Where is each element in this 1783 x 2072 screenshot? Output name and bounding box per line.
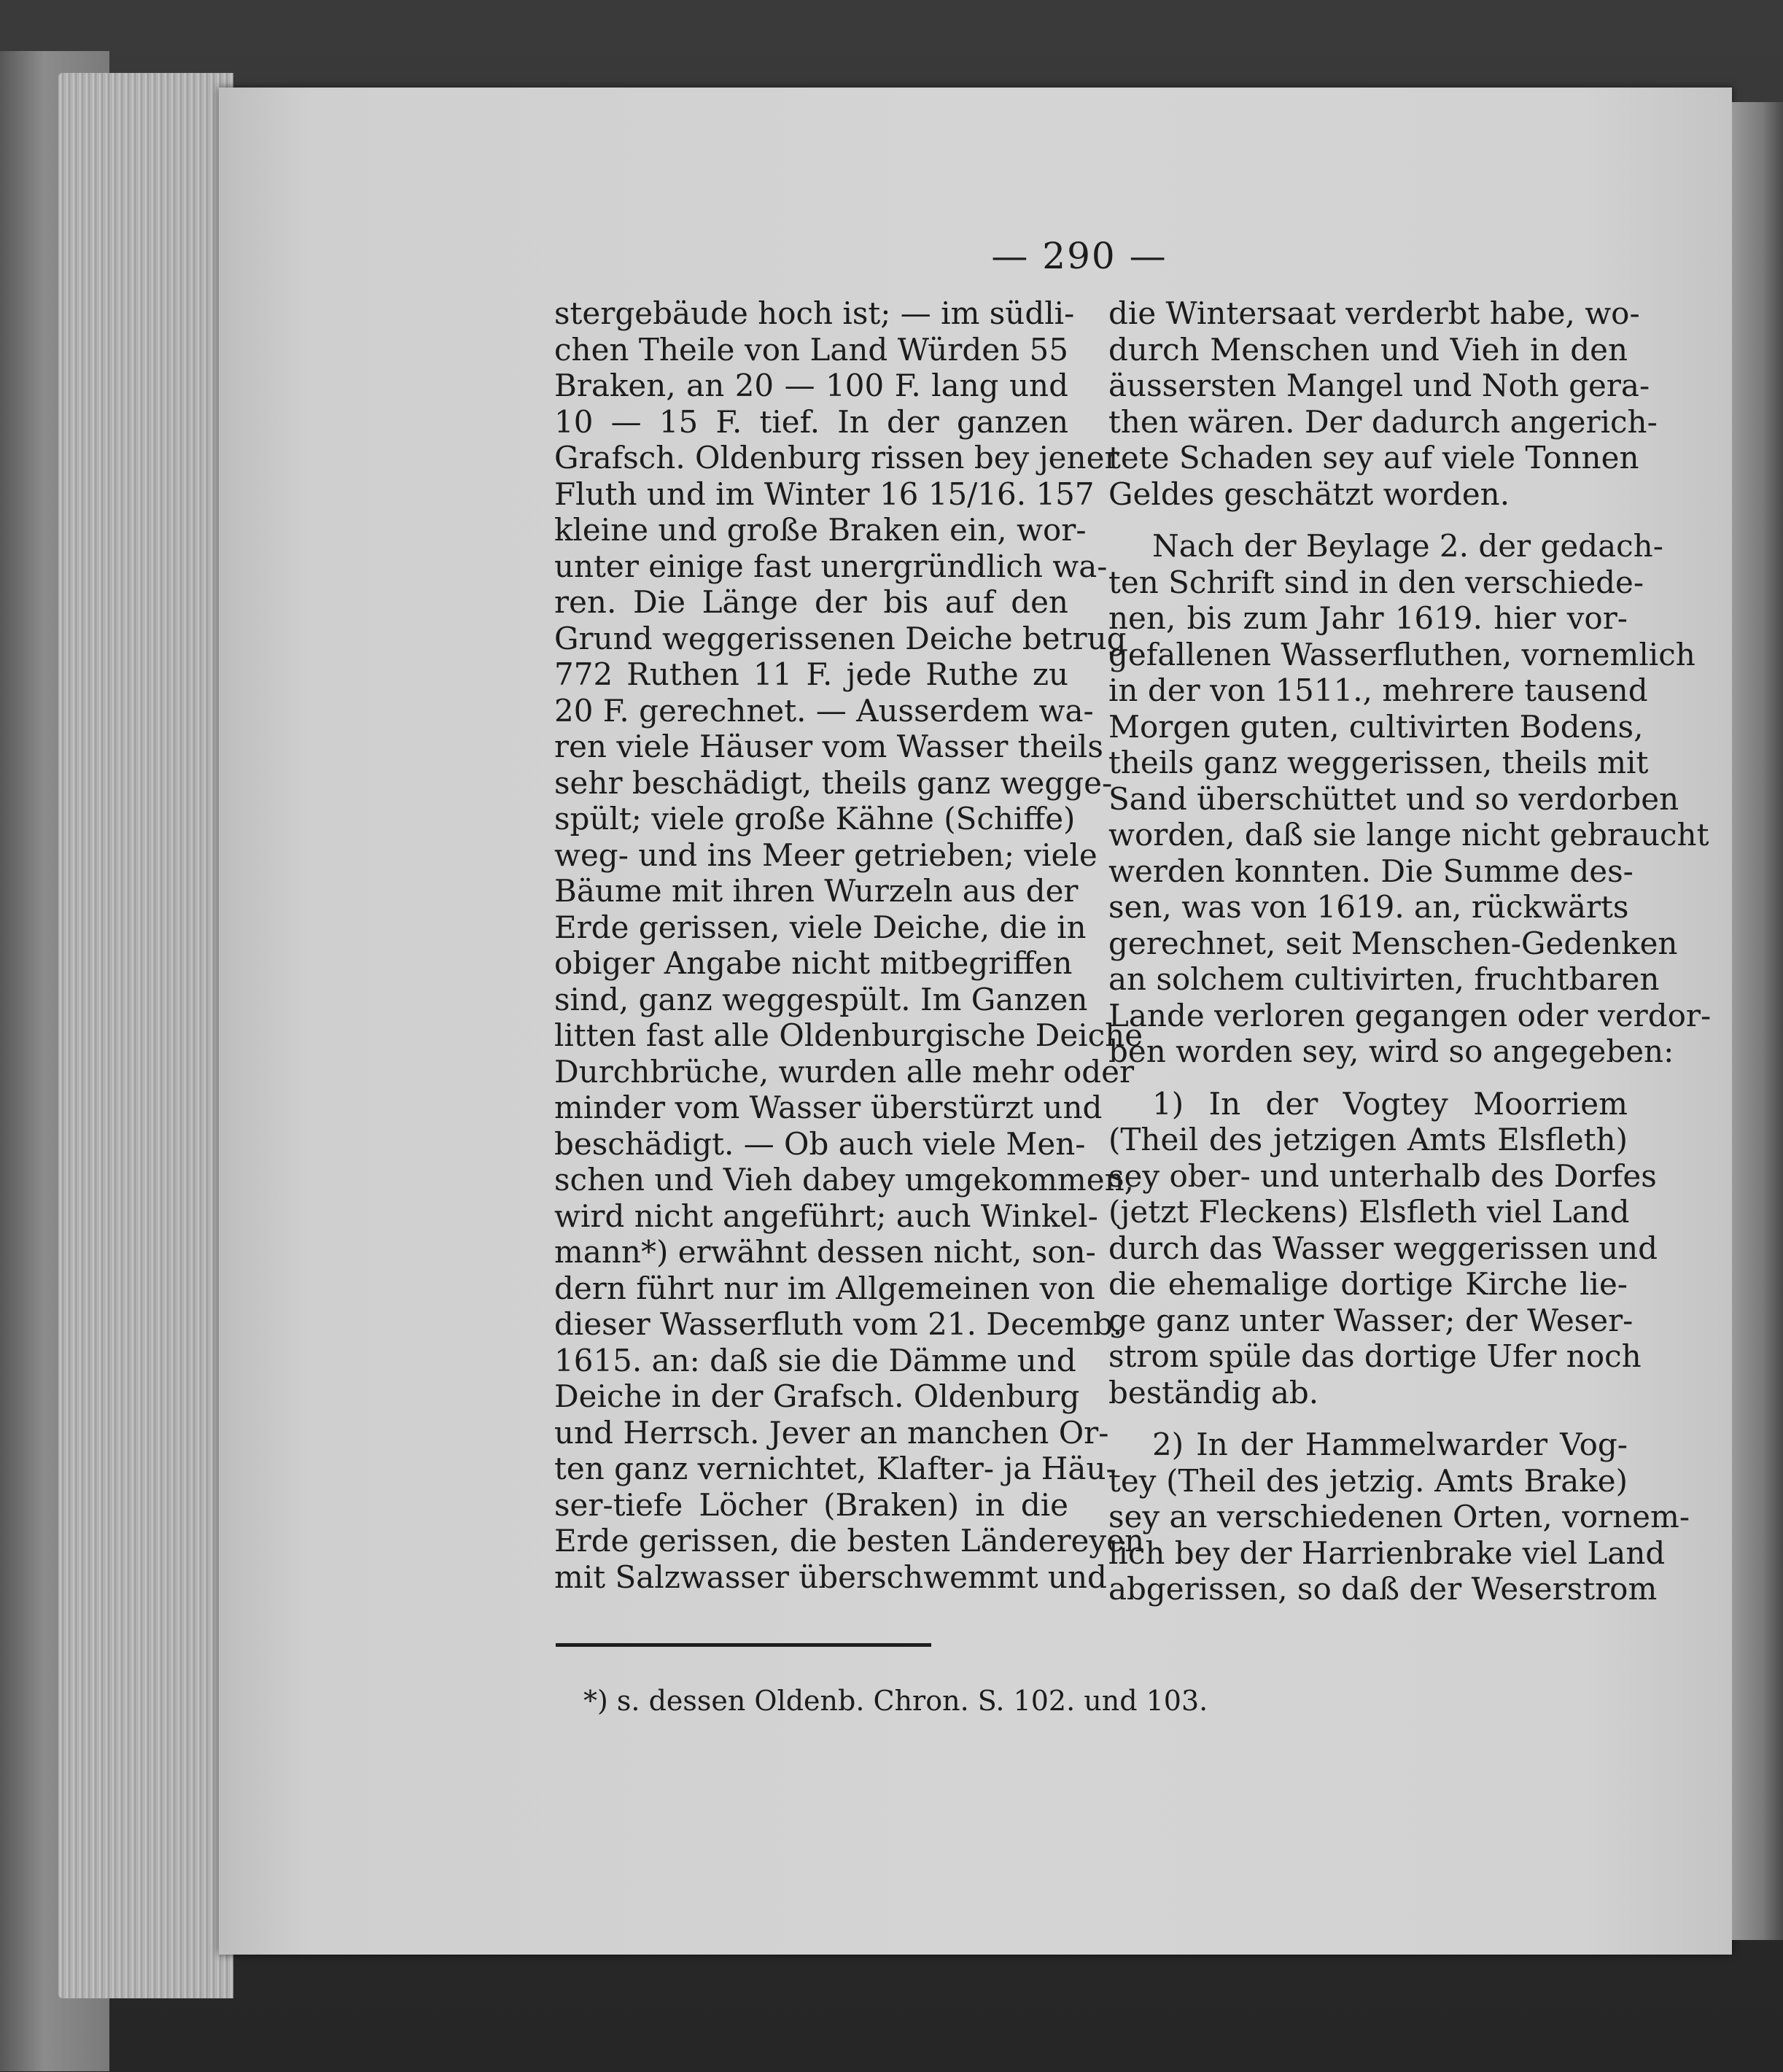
text-line: ge ganz unter Wasser; der Weser- <box>1108 1302 1634 1338</box>
text-line: Fluth und im Winter 16 15/16. 157 <box>554 476 1095 512</box>
text-line: 2) In der Hammelwarder Vog- <box>1152 1427 1628 1462</box>
text-line: Nach der Beylage 2. der gedach- <box>1152 528 1663 564</box>
text-line: ten ganz vernichtet, Klafter- ja Häu- <box>554 1451 1116 1486</box>
text-line: tey (Theil des jetzig. Amts Brake) <box>1108 1462 1628 1499</box>
text-line: spült; viele große Kähne (Schiffe) <box>554 801 1076 837</box>
text-line: (Theil des jetzigen Amts Elsfleth) <box>1108 1122 1628 1157</box>
text-line: weg- und ins Meer getrieben; viele <box>554 837 1098 873</box>
text-line: sind, ganz weggespült. Im Ganzen <box>554 981 1088 1017</box>
text-line: dern führt nur im Allgemeinen von <box>554 1270 1095 1306</box>
text-line: chen Theile von Land Würden 55 <box>554 331 1068 368</box>
page-stack-edge <box>58 73 233 1998</box>
text-line: Deiche in der Grafsch. Oldenburg <box>554 1378 1080 1414</box>
text-line: Grafsch. Oldenburg rissen bey jener <box>554 440 1119 476</box>
text-line: mit Salzwasser überschwemmt und <box>554 1559 1107 1595</box>
text-line: werden konnten. Die Summe des- <box>1108 853 1634 889</box>
text-line: obiger Angabe nicht mitbegriffen <box>554 945 1073 981</box>
text-line: Sand überschüttet und so verdorben <box>1108 780 1679 817</box>
text-line: (jetzt Fleckens) Elsfleth viel Land <box>1108 1194 1630 1230</box>
text-line: kleine und große Braken ein, wor- <box>554 512 1087 548</box>
text-line: wird nicht angeführt; auch Winkel- <box>554 1198 1098 1234</box>
text-line: beschädigt. — Ob auch viele Men- <box>554 1125 1086 1162</box>
book-cover-right <box>1732 102 1783 1940</box>
text-line: stergebäude hoch ist; — im südli- <box>554 295 1075 331</box>
text-line: sen, was von 1619. an, rückwärts <box>1108 889 1629 925</box>
text-line: tete Schaden sey auf viele Tonnen <box>1108 440 1639 476</box>
text-line: Erde gerissen, viele Deiche, die in <box>554 909 1087 945</box>
text-line: schen und Vieh dabey umgekommen, <box>554 1162 1135 1198</box>
text-line: lich bey der Harrienbrake viel Land <box>1108 1534 1666 1571</box>
text-line: 1615. an: daß sie die Dämme und <box>554 1342 1076 1378</box>
text-line: gefallenen Wasserfluthen, vornemlich <box>1108 636 1695 672</box>
text-line: 10 — 15 F. tief. In der ganzen <box>554 403 1068 440</box>
text-line: Braken, an 20 — 100 F. lang und <box>554 368 1068 403</box>
right-column <box>1108 295 1712 1607</box>
text-line: und Herrsch. Jever an manchen Or- <box>554 1414 1109 1451</box>
text-line: ren viele Häuser vom Wasser theils <box>554 729 1103 764</box>
text-line: Bäume mit ihren Wurzeln aus der <box>554 873 1079 909</box>
text-line: mann*) erwähnt dessen nicht, son- <box>554 1234 1096 1270</box>
page-number: — 290 — <box>991 235 1168 277</box>
text-line: beständig ab. <box>1108 1374 1319 1411</box>
text-line: sey ober- und unterhalb des Dorfes <box>1108 1157 1657 1194</box>
text-line: 20 F. gerechnet. — Ausserdem wa- <box>554 692 1094 729</box>
text-line: nen, bis zum Jahr 1619. hier vor- <box>1108 600 1628 636</box>
text-line: durch Menschen und Vieh in den <box>1108 331 1628 368</box>
text-line: sehr beschädigt, theils ganz wegge- <box>554 764 1113 801</box>
text-line: dieser Wasserfluth vom 21. Decemb. <box>554 1306 1123 1342</box>
text-line: in der von 1511., mehrere tausend <box>1108 672 1648 708</box>
text-line: an solchem cultivirten, fruchtbaren <box>1108 961 1660 997</box>
text-line: Morgen guten, cultivirten Bodens, <box>1108 708 1644 745</box>
text-line: Grund weggerissenen Deiche betrug <box>554 620 1127 656</box>
text-line: litten fast alle Oldenburgische Deiche <box>554 1017 1143 1053</box>
text-line: durch das Wasser weggerissen und <box>1108 1230 1658 1266</box>
text-line: gerechnet, seit Menschen-Gedenken <box>1108 925 1678 961</box>
left-column <box>554 295 1145 1595</box>
text-line: strom spüle das dortige Ufer noch <box>1108 1338 1642 1374</box>
text-line: then wären. Der dadurch angerich- <box>1108 403 1658 440</box>
text-line: Geldes geschätzt worden. <box>1108 476 1510 512</box>
text-line: ren. Die Länge der bis auf den <box>554 584 1068 620</box>
text-line: worden, daß sie lange nicht gebraucht <box>1108 817 1709 853</box>
text-line: 772 Ruthen 11 F. jede Ruthe zu <box>554 656 1068 692</box>
text-line: die Wintersaat verderbt habe, wo- <box>1108 295 1640 331</box>
text-line: abgerissen, so daß der Weserstrom <box>1108 1571 1658 1607</box>
text-line: ben worden sey, wird so angegeben: <box>1108 1033 1674 1069</box>
text-line: unter einige fast unergründlich wa- <box>554 548 1108 584</box>
text-line: 1) In der Vogtey Moorriem <box>1152 1085 1628 1122</box>
footnote: *) s. dessen Oldenb. Chron. S. 102. und 103. <box>583 1685 1208 1717</box>
text-line: theils ganz weggerissen, theils mit <box>1108 745 1649 780</box>
text-line: äussersten Mangel und Noth gera- <box>1108 368 1650 403</box>
footnote-rule <box>556 1643 931 1647</box>
text-line: Erde gerissen, die besten Ländereyen <box>554 1523 1145 1559</box>
text-line: minder vom Wasser überstürzt und <box>554 1090 1103 1125</box>
text-line: Lande verloren gegangen oder verdor- <box>1108 997 1712 1033</box>
text-line: ser-tiefe Löcher (Braken) in die <box>554 1486 1068 1523</box>
text-line: Durchbrüche, wurden alle mehr oder <box>554 1053 1135 1090</box>
text-line: sey an verschiedenen Orten, vornem- <box>1108 1499 1690 1534</box>
text-line: ten Schrift sind in den verschiede- <box>1108 564 1644 600</box>
text-line: die ehemalige dortige Kirche lie- <box>1108 1266 1628 1302</box>
